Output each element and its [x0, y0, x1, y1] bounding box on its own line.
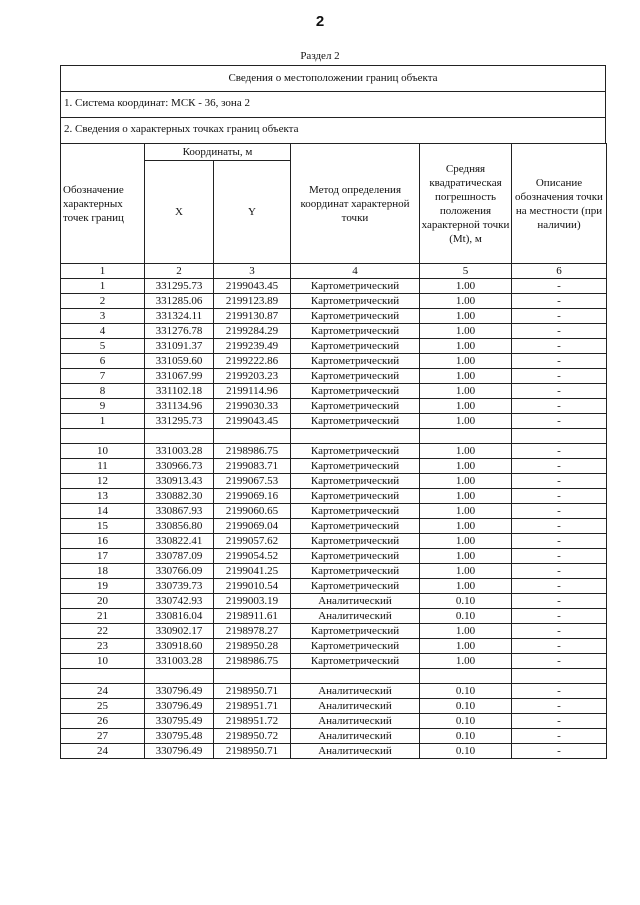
empty-cell [512, 429, 607, 444]
empty-cell [420, 429, 512, 444]
mean-error: 1.00 [420, 354, 512, 369]
point-id: 24 [61, 744, 145, 759]
table-row [61, 294, 607, 309]
table-row [61, 729, 607, 744]
x-coordinate: 331003.28 [145, 444, 214, 459]
description: - [512, 654, 607, 669]
point-id: 10 [61, 654, 145, 669]
method: Картометрический [291, 324, 420, 339]
point-id: 19 [61, 579, 145, 594]
column-number: 1 [61, 264, 145, 279]
x-coordinate: 330856.80 [145, 519, 214, 534]
point-id: 9 [61, 399, 145, 414]
description: - [512, 639, 607, 654]
point-id: 3 [61, 309, 145, 324]
mean-error: 1.00 [420, 384, 512, 399]
y-coordinate: 2198950.72 [214, 729, 291, 744]
x-coordinate: 331067.99 [145, 369, 214, 384]
point-id: 1 [61, 414, 145, 429]
mean-error: 1.00 [420, 309, 512, 324]
point-id: 5 [61, 339, 145, 354]
header-error: Средняя квадратическая погрешность положения характерной точки (Mt), м [420, 144, 512, 264]
table-row [61, 354, 607, 369]
method: Картометрический [291, 654, 420, 669]
point-id: 6 [61, 354, 145, 369]
x-coordinate: 330796.49 [145, 744, 214, 759]
column-number: 4 [291, 264, 420, 279]
point-id: 16 [61, 534, 145, 549]
point-id: 22 [61, 624, 145, 639]
x-coordinate: 330795.48 [145, 729, 214, 744]
point-id: 23 [61, 639, 145, 654]
y-coordinate: 2199043.45 [214, 279, 291, 294]
mean-error: 0.10 [420, 714, 512, 729]
point-id: 11 [61, 459, 145, 474]
method: Картометрический [291, 279, 420, 294]
y-coordinate: 2199222.86 [214, 354, 291, 369]
y-coordinate: 2199130.87 [214, 309, 291, 324]
method: Аналитический [291, 699, 420, 714]
y-coordinate: 2199069.16 [214, 489, 291, 504]
x-coordinate: 331276.78 [145, 324, 214, 339]
table-row [61, 519, 607, 534]
description: - [512, 519, 607, 534]
y-coordinate: 2198911.61 [214, 609, 291, 624]
point-id: 14 [61, 504, 145, 519]
mean-error: 1.00 [420, 624, 512, 639]
group-separator-row [61, 669, 607, 684]
method: Картометрический [291, 354, 420, 369]
x-coordinate: 330913.43 [145, 474, 214, 489]
description: - [512, 699, 607, 714]
y-coordinate: 2199057.62 [214, 534, 291, 549]
description: - [512, 324, 607, 339]
table-row [61, 624, 607, 639]
description: - [512, 534, 607, 549]
description: - [512, 414, 607, 429]
mean-error: 0.10 [420, 684, 512, 699]
description: - [512, 504, 607, 519]
description: - [512, 369, 607, 384]
y-coordinate: 2199060.65 [214, 504, 291, 519]
description: - [512, 309, 607, 324]
table-row [61, 744, 607, 759]
mean-error: 1.00 [420, 474, 512, 489]
method: Картометрический [291, 624, 420, 639]
method: Картометрический [291, 564, 420, 579]
point-id: 15 [61, 519, 145, 534]
y-coordinate: 2198986.75 [214, 444, 291, 459]
table-row [61, 369, 607, 384]
mean-error: 1.00 [420, 579, 512, 594]
point-id: 12 [61, 474, 145, 489]
mean-error: 0.10 [420, 594, 512, 609]
description: - [512, 339, 607, 354]
x-coordinate: 331102.18 [145, 384, 214, 399]
table-row [61, 414, 607, 429]
y-coordinate: 2199114.96 [214, 384, 291, 399]
point-id: 1 [61, 279, 145, 294]
mean-error: 0.10 [420, 744, 512, 759]
method: Картометрический [291, 639, 420, 654]
y-coordinate: 2199203.23 [214, 369, 291, 384]
table-row [61, 639, 607, 654]
method: Аналитический [291, 594, 420, 609]
x-coordinate: 330966.73 [145, 459, 214, 474]
x-coordinate: 331324.11 [145, 309, 214, 324]
mean-error: 1.00 [420, 279, 512, 294]
description: - [512, 549, 607, 564]
description: - [512, 399, 607, 414]
x-coordinate: 330867.93 [145, 504, 214, 519]
method: Картометрический [291, 369, 420, 384]
table-row [61, 684, 607, 699]
description: - [512, 594, 607, 609]
method: Картометрический [291, 534, 420, 549]
mean-error: 1.00 [420, 414, 512, 429]
method: Картометрический [291, 309, 420, 324]
mean-error: 1.00 [420, 444, 512, 459]
point-id: 24 [61, 684, 145, 699]
empty-cell [512, 669, 607, 684]
y-coordinate: 2199083.71 [214, 459, 291, 474]
header-coordinates: Координаты, м [145, 144, 291, 161]
x-coordinate: 330796.49 [145, 699, 214, 714]
description: - [512, 684, 607, 699]
description: - [512, 609, 607, 624]
points-table [60, 143, 607, 759]
description: - [512, 744, 607, 759]
table-row [61, 714, 607, 729]
table-row [61, 549, 607, 564]
empty-cell [420, 669, 512, 684]
method: Картометрический [291, 489, 420, 504]
point-id: 7 [61, 369, 145, 384]
column-number-row [61, 264, 607, 279]
description: - [512, 384, 607, 399]
y-coordinate: 2199123.89 [214, 294, 291, 309]
point-id: 2 [61, 294, 145, 309]
x-coordinate: 330918.60 [145, 639, 214, 654]
mean-error: 0.10 [420, 609, 512, 624]
description: - [512, 294, 607, 309]
mean-error: 1.00 [420, 549, 512, 564]
x-coordinate: 330902.17 [145, 624, 214, 639]
method: Картометрический [291, 504, 420, 519]
column-number: 3 [214, 264, 291, 279]
table-row [61, 444, 607, 459]
point-id: 18 [61, 564, 145, 579]
empty-cell [214, 669, 291, 684]
table-row [61, 324, 607, 339]
x-coordinate: 331003.28 [145, 654, 214, 669]
description: - [512, 579, 607, 594]
header-y: Y [214, 161, 291, 264]
header-description: Описание обозначения точки на местности (при наличии) [512, 144, 607, 264]
x-coordinate: 330787.09 [145, 549, 214, 564]
description: - [512, 714, 607, 729]
x-coordinate: 330742.93 [145, 594, 214, 609]
mean-error: 1.00 [420, 489, 512, 504]
method: Аналитический [291, 609, 420, 624]
y-coordinate: 2199067.53 [214, 474, 291, 489]
y-coordinate: 2198950.71 [214, 744, 291, 759]
table-row [61, 474, 607, 489]
table-row [61, 579, 607, 594]
mean-error: 1.00 [420, 459, 512, 474]
description: - [512, 729, 607, 744]
point-id: 8 [61, 384, 145, 399]
x-coordinate: 330822.41 [145, 534, 214, 549]
table-row [61, 399, 607, 414]
y-coordinate: 2198950.28 [214, 639, 291, 654]
point-id: 20 [61, 594, 145, 609]
x-coordinate: 330816.04 [145, 609, 214, 624]
method: Картометрический [291, 474, 420, 489]
method: Аналитический [291, 729, 420, 744]
mean-error: 0.10 [420, 729, 512, 744]
method: Картометрический [291, 414, 420, 429]
y-coordinate: 2199030.33 [214, 399, 291, 414]
x-coordinate: 331295.73 [145, 279, 214, 294]
y-coordinate: 2199041.25 [214, 564, 291, 579]
y-coordinate: 2199284.29 [214, 324, 291, 339]
mean-error: 1.00 [420, 534, 512, 549]
group-separator-row [61, 429, 607, 444]
table-row [61, 489, 607, 504]
description: - [512, 459, 607, 474]
y-coordinate: 2198951.71 [214, 699, 291, 714]
x-coordinate: 331059.60 [145, 354, 214, 369]
page-number: 2 [315, 13, 325, 30]
x-coordinate: 331091.37 [145, 339, 214, 354]
x-coordinate: 330796.49 [145, 684, 214, 699]
header-method: Метод определения координат характерной точки [291, 144, 420, 264]
mean-error: 0.10 [420, 699, 512, 714]
point-id: 17 [61, 549, 145, 564]
y-coordinate: 2199003.19 [214, 594, 291, 609]
mean-error: 1.00 [420, 294, 512, 309]
method: Картометрический [291, 459, 420, 474]
x-coordinate: 331134.96 [145, 399, 214, 414]
description: - [512, 354, 607, 369]
y-coordinate: 2198951.72 [214, 714, 291, 729]
method: Картометрический [291, 294, 420, 309]
description: - [512, 564, 607, 579]
empty-cell [145, 669, 214, 684]
table-row [61, 384, 607, 399]
empty-cell [61, 669, 145, 684]
column-number: 2 [145, 264, 214, 279]
method: Картометрический [291, 579, 420, 594]
mean-error: 1.00 [420, 324, 512, 339]
point-id: 26 [61, 714, 145, 729]
mean-error: 1.00 [420, 639, 512, 654]
x-coordinate: 330882.30 [145, 489, 214, 504]
description: - [512, 474, 607, 489]
method: Картометрический [291, 384, 420, 399]
y-coordinate: 2198978.27 [214, 624, 291, 639]
column-number: 5 [420, 264, 512, 279]
table-row [61, 654, 607, 669]
method: Аналитический [291, 684, 420, 699]
description: - [512, 489, 607, 504]
method: Аналитический [291, 714, 420, 729]
point-id: 27 [61, 729, 145, 744]
point-id: 25 [61, 699, 145, 714]
empty-cell [145, 429, 214, 444]
y-coordinate: 2199239.49 [214, 339, 291, 354]
points-table-body [61, 264, 607, 759]
table-row [61, 609, 607, 624]
point-id: 4 [61, 324, 145, 339]
header-designation: Обозначение характерных точек границ [61, 144, 145, 264]
coordinate-system: 1. Система координат: МСК - 36, зона 2 [60, 91, 606, 118]
empty-cell [291, 429, 420, 444]
y-coordinate: 2198950.71 [214, 684, 291, 699]
y-coordinate: 2199043.45 [214, 414, 291, 429]
mean-error: 1.00 [420, 519, 512, 534]
table-title: Сведения о местоположении границ объекта [60, 65, 606, 92]
table-row [61, 699, 607, 714]
mean-error: 1.00 [420, 564, 512, 579]
method: Картометрический [291, 444, 420, 459]
table-row [61, 534, 607, 549]
mean-error: 1.00 [420, 504, 512, 519]
x-coordinate: 330795.49 [145, 714, 214, 729]
x-coordinate: 331285.06 [145, 294, 214, 309]
y-coordinate: 2199054.52 [214, 549, 291, 564]
mean-error: 1.00 [420, 399, 512, 414]
header-x: X [145, 161, 214, 264]
column-number: 6 [512, 264, 607, 279]
table-row [61, 309, 607, 324]
table-row [61, 504, 607, 519]
method: Картометрический [291, 549, 420, 564]
method: Картометрический [291, 519, 420, 534]
table-row [61, 594, 607, 609]
mean-error: 1.00 [420, 654, 512, 669]
y-coordinate: 2198986.75 [214, 654, 291, 669]
point-id: 10 [61, 444, 145, 459]
method: Картометрический [291, 399, 420, 414]
empty-cell [61, 429, 145, 444]
description: - [512, 624, 607, 639]
empty-cell [291, 669, 420, 684]
point-id: 21 [61, 609, 145, 624]
y-coordinate: 2199010.54 [214, 579, 291, 594]
x-coordinate: 330739.73 [145, 579, 214, 594]
table-row [61, 459, 607, 474]
description: - [512, 279, 607, 294]
table-row [61, 339, 607, 354]
table-row [61, 279, 607, 294]
mean-error: 1.00 [420, 339, 512, 354]
method: Картометрический [291, 339, 420, 354]
section-label: Раздел 2 [300, 50, 340, 62]
points-title: 2. Сведения о характерных точках границ объекта [60, 117, 606, 144]
point-id: 13 [61, 489, 145, 504]
y-coordinate: 2199069.04 [214, 519, 291, 534]
x-coordinate: 330766.09 [145, 564, 214, 579]
mean-error: 1.00 [420, 369, 512, 384]
table-row [61, 564, 607, 579]
description: - [512, 444, 607, 459]
method: Аналитический [291, 744, 420, 759]
empty-cell [214, 429, 291, 444]
x-coordinate: 331295.73 [145, 414, 214, 429]
